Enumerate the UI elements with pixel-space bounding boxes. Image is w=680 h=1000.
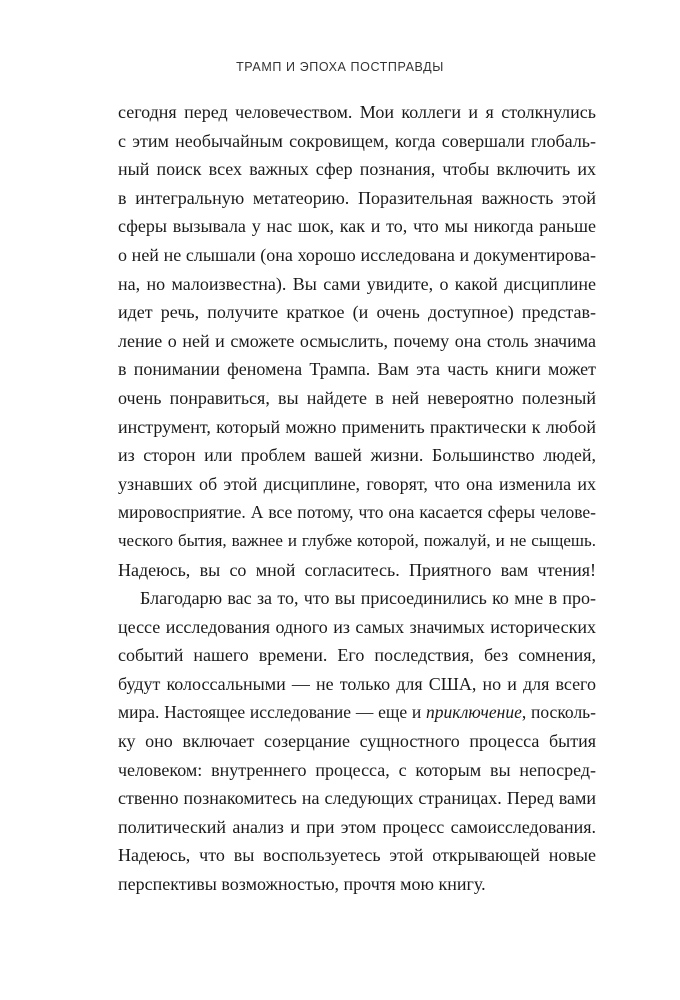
text-line: идет речь, получите краткое (и очень доступное) представ- <box>118 302 596 323</box>
text-line: сферы вызывала у нас шок, как и то, что мы никогда раньше <box>118 216 596 237</box>
text-line-with-emphasis <box>118 698 596 727</box>
text-line: политический анализ и при этом процесс самоисследования. <box>118 816 596 837</box>
text-line: событий нашего времени. Его последствия, без сомнения, <box>118 645 596 666</box>
text-line: цессе исследования одного из самых значимых исторических <box>118 616 596 637</box>
text-line: в понимании феномена Трампа. Вам эта часть книги может <box>118 359 596 380</box>
text-fragment: , посколь- <box>521 702 596 723</box>
text-line: Благодарю вас за то, что вы присоединились ко мне в про- <box>140 588 596 609</box>
running-header: ТРАМП И ЭПОХА ПОСТПРАВДЫ <box>236 60 444 74</box>
text-line: Надеюсь, вы со мной согласитесь. Приятного вам чтения! <box>118 559 596 580</box>
text-line: ку оно включает созерцание сущностного процесса бытия <box>118 731 596 752</box>
emphasized-word: приключение <box>426 702 522 723</box>
paragraph-1 <box>118 98 596 584</box>
text-line: человеком: внутреннего процесса, с которым вы непосред- <box>118 759 596 780</box>
text-line: о ней не слышали (она хорошо исследована и документирова- <box>118 244 596 265</box>
text-line: будут колоссальными — не только для США, но и для всего <box>118 673 596 694</box>
text-line: ный поиск всех важных сфер познания, чтобы включить их <box>118 159 596 180</box>
text-line: из сторон или проблем вашей жизни. Большинство людей, <box>118 445 596 466</box>
text-line: на, но малоизвестна). Вы сами увидите, о какой дисциплине <box>118 273 596 294</box>
text-line: перспективы возможностью, прочтя мою книгу. <box>118 874 486 895</box>
text-line: ственно познакомитесь на следующих страницах. Перед вами <box>118 788 596 809</box>
paragraph-2 <box>118 584 596 899</box>
text-line: узнавших об этой дисциплине, говорят, что она изменила их <box>118 473 596 494</box>
text-line: с этим необычайным сокровищем, когда совершали глобаль- <box>118 130 596 151</box>
text-line: ление о ней и сможете осмыслить, почему она столь значима <box>118 330 596 351</box>
text-line: мировосприятие. А все потому, что она касается сферы челове- <box>118 502 596 523</box>
text-line: ческого бытия, важнее и глубже которой, пожалуй, и не сыщешь. <box>118 530 596 550</box>
text-line: Надеюсь, что вы воспользуетесь этой открывающей новые <box>118 845 596 866</box>
text-line: в интегральную метатеорию. Поразительная важность этой <box>118 187 596 208</box>
text-line: инструмент, который можно применить практически к любой <box>118 416 596 437</box>
text-fragment: мира. Настоящее исследование — еще и <box>118 702 422 723</box>
text-line: сегодня перед человечеством. Мои коллеги и я столкнулись <box>118 102 596 122</box>
text-line: очень понравиться, вы найдете в ней невероятно полезный <box>118 387 596 408</box>
body-text <box>118 98 596 899</box>
